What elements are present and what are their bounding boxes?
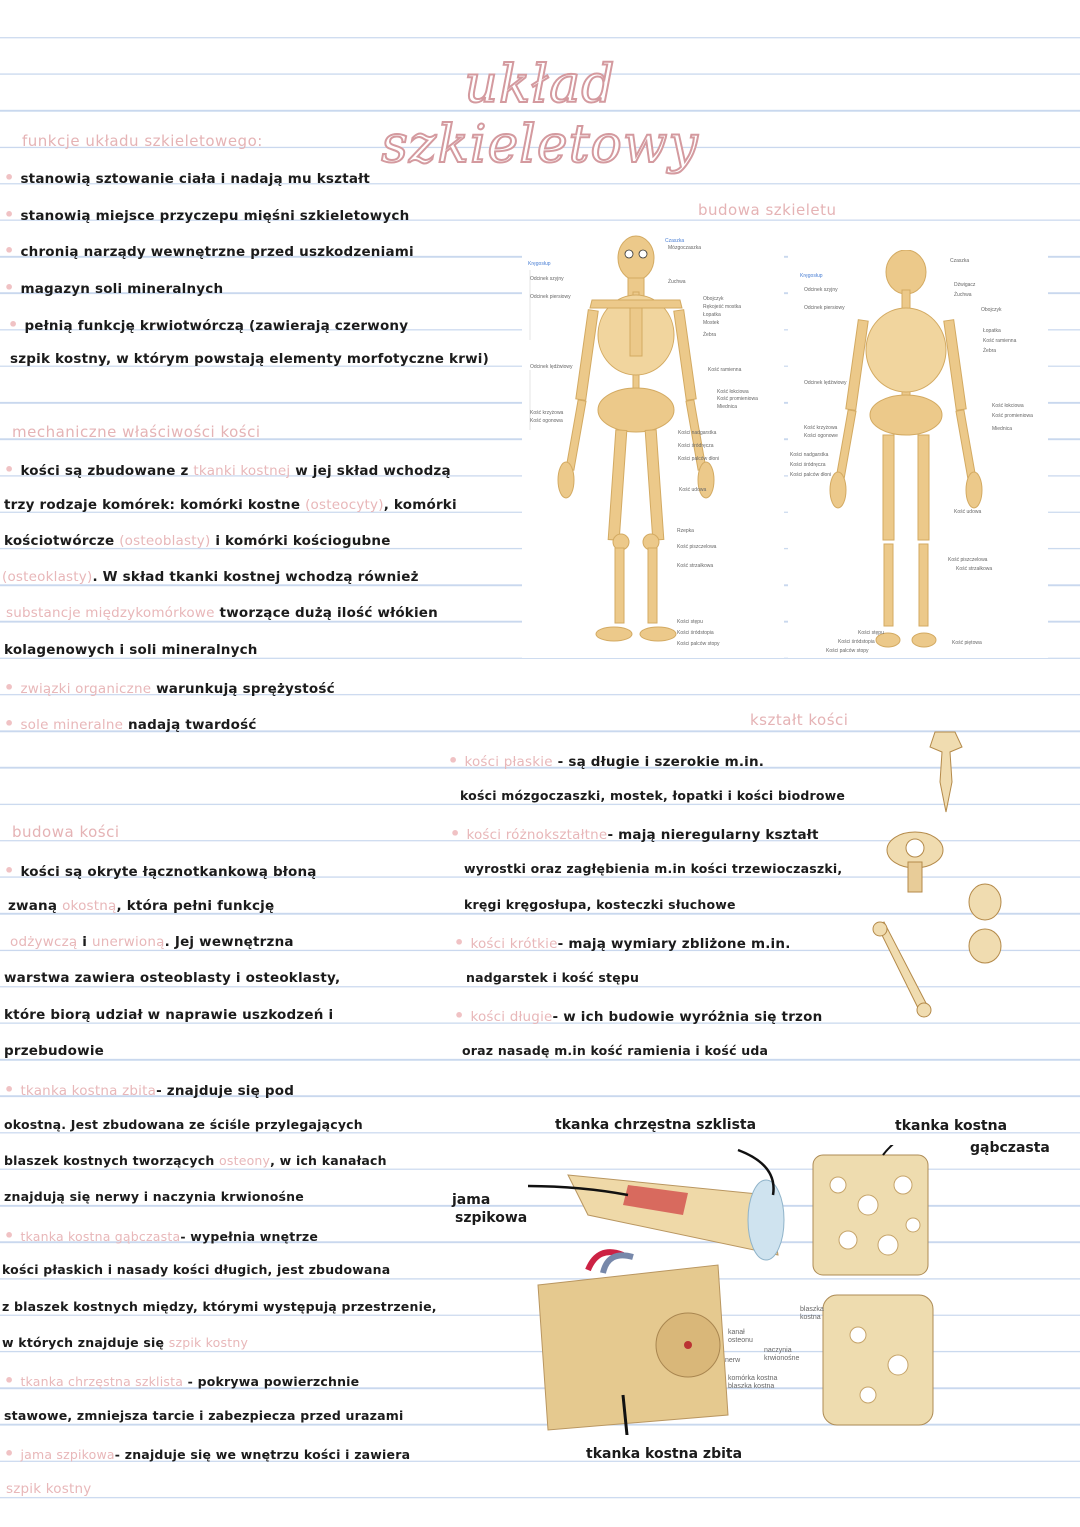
label-kosci-palcow-dloni: Kości palców dłoni — [678, 456, 720, 462]
bone-structure-heading: budowa kości — [12, 823, 120, 841]
label-rekojesc-mostka: Rękojeść mostka — [703, 304, 742, 310]
label-pietowa-back: Kość piętowa — [952, 640, 982, 646]
bone-structure-line: zwaną okostną, która pełni funkcję — [8, 898, 275, 914]
label-udowa-back: Kość udowa — [954, 509, 982, 515]
bone-structure-line: odżywczą i unerwioną. Jej wewnętrzna — [10, 934, 294, 950]
label-nadgarstka-back: Kości nadgarstka — [790, 452, 829, 458]
label-kosci-stepu: Kości stępu — [677, 619, 703, 625]
skeleton-front-figure — [522, 230, 784, 658]
mechanical-heading: mechaniczne właściwości kości — [12, 423, 261, 441]
bone-structure-line: okostną. Jest zbudowana ze ściśle przylegających — [4, 1117, 363, 1132]
label-marrow-cavity-2: szpikowa — [455, 1210, 528, 1226]
label-miednica: Miednica — [717, 404, 738, 410]
label-blaszka-kostna-2: kostna — [800, 1314, 821, 1321]
label-compact-bone: tkanka kostna zbita — [586, 1446, 743, 1462]
label-piersiowy-back: Odcinek piersiowy — [804, 305, 845, 311]
label-kosci-srodstopia: Kości śródstopia — [677, 630, 714, 636]
bone-shape-line: kości mózgoczaszki, mostek, łopatki i kości biodrowe — [460, 788, 846, 803]
label-palcow-dloni-back: Kości palców dłoni — [790, 472, 832, 478]
label-kregoslup-back: Kręgosłup — [800, 273, 823, 279]
functions-heading: funkcje układu szkieletowego: — [22, 132, 263, 150]
mechanical-line: substancje międzykomórkowe tworzące dużą ilość włókien — [6, 605, 438, 621]
label-piszczelowa-back: Kość piszczelowa — [948, 557, 988, 563]
label-kosci-palcow-stopy: Kości palców stopy — [677, 641, 720, 647]
mechanical-line: • sole mineralne nadają twardość — [4, 714, 257, 733]
label-kosc-lokciowa: Kość łokciowa — [717, 389, 749, 395]
label-promieniowa-back: Kość promieniowa — [992, 413, 1033, 419]
label-marrow-cavity: jama — [452, 1192, 491, 1208]
mechanical-line: trzy rodzaje komórek: komórki kostne (osteocyty), komórki — [4, 497, 457, 513]
label-nerw: nerw — [725, 1357, 741, 1364]
label-zebra-back: Żebra — [983, 348, 997, 354]
bone-shape-line: • kości długie- w ich budowie wyróżnia się trzon — [454, 1006, 823, 1025]
label-kosc-krzyzowa: Kość krzyżowa — [530, 410, 564, 416]
bone-structure-line: znajdują się nerwy i naczynia krwionośne — [4, 1189, 304, 1204]
label-czaszka: Czaszka — [665, 238, 685, 244]
bone-structure-line: stawowe, zmniejsza tarcie i zabezpiecza przed urazami — [4, 1408, 404, 1423]
label-kosci-srodrecza: Kości śródręcza — [678, 443, 714, 449]
label-kregoslup: Kręgosłup — [528, 261, 551, 267]
label-strzalkowa-back: Kość strzałkowa — [956, 566, 993, 572]
bone-tissue-figure — [528, 1145, 948, 1435]
bone-structure-line: szpik kostny — [6, 1481, 92, 1497]
bone-shape-illustrations — [860, 722, 1040, 1022]
label-odcinek-ledzwiowy: Odcinek lędźwiowy — [530, 364, 573, 370]
bone-structure-line: • tkanka chrzęstna szklista - pokrywa powierzchnie — [4, 1371, 360, 1390]
label-mozgoczaszka: Mózgoczaszka — [668, 245, 702, 251]
bone-structure-line: • tkanka kostna zbita- znajduje się pod — [4, 1080, 295, 1099]
label-blaszka-kostna-1: blaszka — [800, 1306, 824, 1313]
label-srodstopia-back: Kości śródstopia — [838, 639, 875, 645]
bone-shape-line: wyrostki oraz zagłębienia m.in kości trzewioczaszki, — [464, 861, 843, 876]
label-lopatka-back: Łopatka — [983, 328, 1001, 334]
label-krzyzowa-back: Kość krzyżowa — [804, 425, 838, 431]
bone-shape-line: • kości krótkie- mają wymiary zbliżone m.in. — [454, 933, 791, 952]
bone-shape-heading: kształt kości — [750, 711, 849, 729]
label-ogonowa-back: Kości ogonowe — [804, 433, 838, 439]
label-lopatka: Łopatka — [703, 312, 721, 318]
label-szyjny-back: Odcinek szyjny — [804, 287, 838, 293]
label-odcinek-piersiowy: Odcinek piersiowy — [530, 294, 571, 300]
mechanical-line: • związki organiczne warunkują sprężystość — [4, 678, 335, 697]
label-blaszka-kostna-3: blaszka kostna — [728, 1383, 775, 1390]
function-item: • stanowią sztowanie ciała i nadają mu kształt — [4, 168, 371, 187]
label-srodrecza-back: Kości śródręcza — [790, 462, 826, 468]
bone-structure-line: w których znajduje się szpik kostny — [2, 1335, 249, 1350]
label-cartilage: tkanka chrzęstna szklista — [555, 1117, 757, 1133]
bone-structure-line: kości płaskich i nasady kości długich, jest zbudowana — [2, 1262, 391, 1277]
bone-tissue-illustration — [528, 1145, 948, 1435]
bone-shape-line: nadgarstek i kość stępu — [466, 970, 640, 985]
label-obojczyk: Obojczyk — [703, 296, 724, 302]
label-kosc-piszczelowa: Kość piszczelowa — [677, 544, 717, 550]
label-dzwigacz: Dźwigacz — [954, 282, 976, 288]
bone-structure-line: warstwa zawiera osteoblasty i osteoklasty, — [4, 970, 341, 986]
label-kosci-nadgarstka: Kości nadgarstka — [678, 430, 717, 436]
mechanical-line: kolagenowych i soli mineralnych — [4, 642, 258, 658]
label-palcow-stopy-back: Kości palców stopy — [826, 648, 869, 654]
bone-structure-line: blaszek kostnych tworzących osteony, w ich kanałach — [4, 1153, 387, 1168]
label-odcinek-szyjny: Odcinek szyjny — [530, 276, 564, 282]
label-kosc-ogonowa: Kość ogonowa — [530, 418, 563, 424]
label-obojczyk-back: Obojczyk — [981, 307, 1002, 313]
label-lokciowa-back: Kość łokciowa — [992, 403, 1024, 409]
label-kosc-promieniowa: Kość promieniowa — [717, 396, 758, 402]
function-continuation: szpik kostny, w którym powstają elementy morfotyczne krwi) — [10, 351, 489, 367]
bone-structure-line: • kości są okryte łącznotkankową błoną — [4, 861, 317, 880]
label-krwionosne: krwionośne — [764, 1355, 800, 1362]
bone-structure-line: • jama szpikowa- znajduje się we wnętrzu kości i zawiera — [4, 1444, 411, 1463]
label-kosc-udowa: Kość udowa — [679, 487, 707, 493]
label-ledzwiowy-back: Odcinek lędźwiowy — [804, 380, 847, 386]
page-title: układ szkieletowy — [381, 55, 699, 175]
skeleton-back-figure — [788, 250, 1048, 658]
bone-shape-line: • kości płaskie - są długie i szerokie m.in. — [448, 751, 765, 770]
label-stepu-back: Kości stępu — [858, 630, 884, 636]
label-miednica-back: Miednica — [992, 426, 1013, 432]
bone-structure-line: z blaszek kostnych między, którymi występują przestrzenie, — [2, 1299, 437, 1314]
label-spongy-bone-2: gąbczasta — [970, 1140, 1050, 1156]
label-spongy-bone: tkanka kostna — [895, 1118, 1008, 1134]
mechanical-line: (osteoklasty). W skład tkanki kostnej wchodzą również — [2, 569, 419, 585]
label-kanal: kanał — [728, 1329, 745, 1336]
label-mostek: Mostek — [703, 320, 720, 326]
bone-structure-line: • tkanka kostna gąbczasta- wypełnia wnętrze — [4, 1226, 319, 1245]
function-item: • chronią narządy wewnętrzne przed uszkodzeniami — [4, 241, 414, 260]
function-item: • magazyn soli mineralnych — [4, 278, 224, 297]
label-naczynia: naczynia — [764, 1347, 792, 1354]
label-czaszka-back: Czaszka — [950, 258, 970, 264]
label-komorka-kostna: komórka kostna — [728, 1375, 778, 1382]
function-item: • pełnią funkcję krwiotwórczą (zawierają czerwony — [8, 315, 409, 334]
mechanical-line: kościotwórcze (osteoblasty) i komórki kościogubne — [4, 533, 391, 549]
label-zebra: Żebra — [703, 332, 717, 338]
function-item: • stanowią miejsce przyczepu mięśni szkieletowych — [4, 205, 410, 224]
label-kosc-ramienna: Kość ramienna — [708, 367, 742, 373]
label-rzepka: Rzepka — [677, 528, 694, 534]
mechanical-line: • kości są zbudowane z tkanki kostnej w jej skład wchodzą — [4, 460, 451, 479]
bone-shape-line: oraz nasadę m.in kość ramienia i kość uda — [462, 1043, 769, 1058]
bone-shape-line: • kości różnokształtne- mają nieregularny kształt — [450, 824, 819, 843]
bone-structure-line: które biorą udział w naprawie uszkodzeń i — [4, 1007, 334, 1023]
skeleton-heading: budowa szkieletu — [698, 201, 837, 219]
label-ramienna-back: Kość ramienna — [983, 338, 1017, 344]
label-zuchwa: Żuchwa — [668, 279, 686, 285]
bone-structure-line: przebudowie — [4, 1043, 105, 1059]
bone-shape-line: kręgi kręgosłupa, kosteczki słuchowe — [464, 897, 736, 912]
label-kosc-strzalkowa: Kość strzałkowa — [677, 563, 714, 569]
label-zuchwa-back: Żuchwa — [954, 292, 972, 298]
label-osteonu: osteonu — [728, 1337, 753, 1344]
